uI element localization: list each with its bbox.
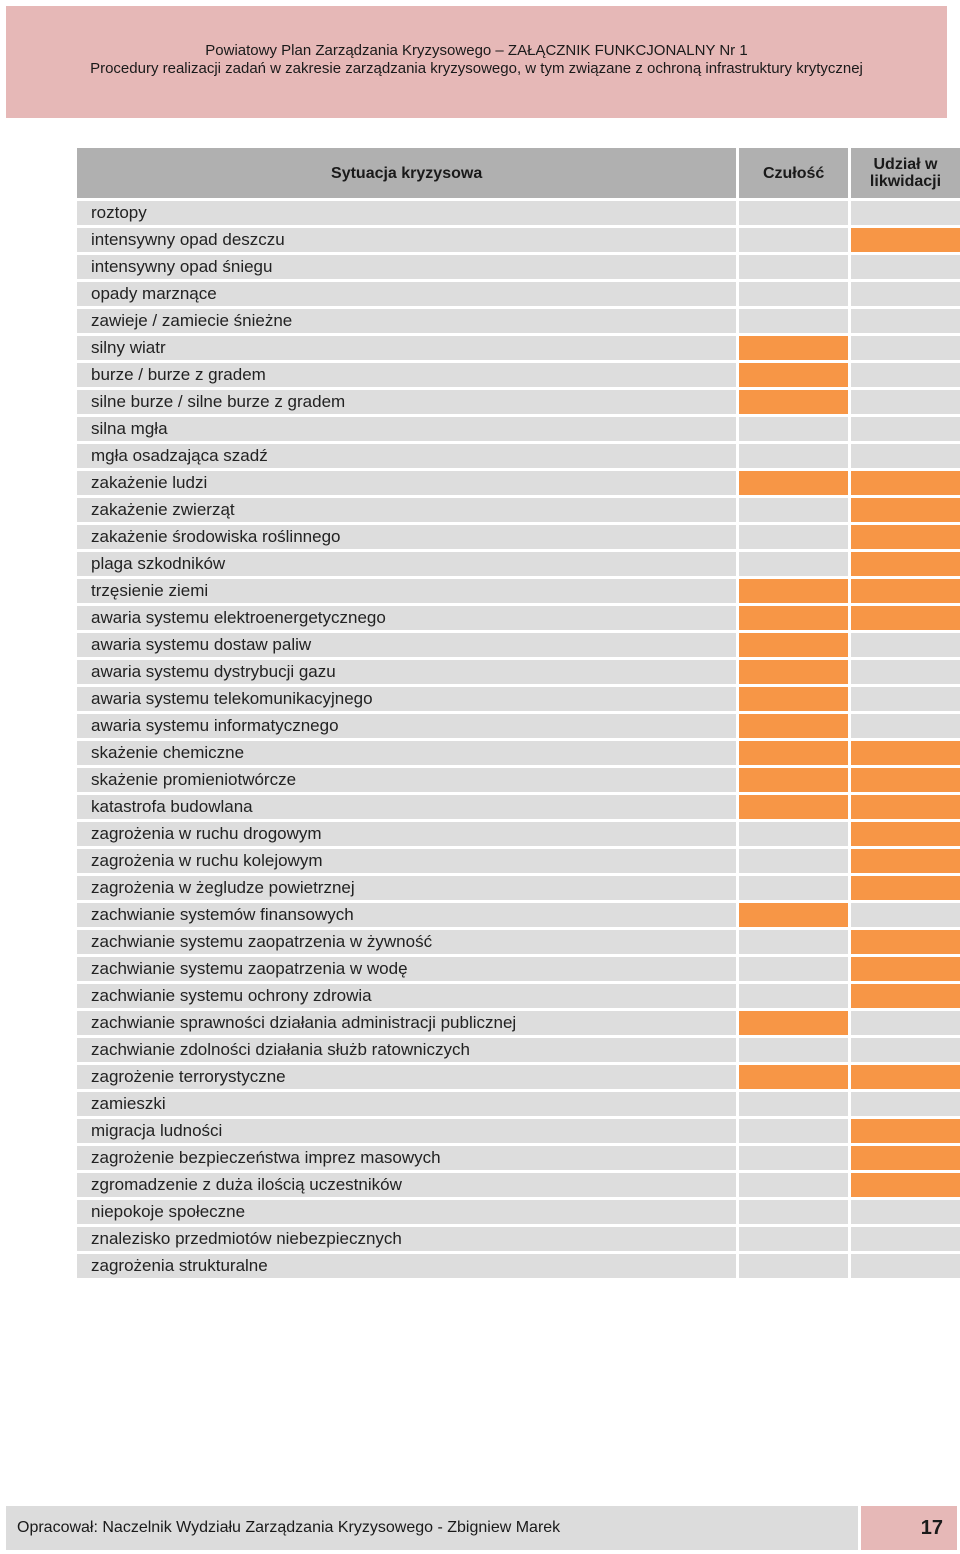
- sensitivity-cell: [739, 525, 848, 549]
- sensitivity-cell: [739, 201, 848, 225]
- table-row: [77, 741, 960, 765]
- table-row: [77, 876, 960, 900]
- sensitivity-cell: [739, 1254, 848, 1278]
- situation-name: silne burze / silne burze z gradem: [77, 390, 736, 414]
- participation-cell: [851, 795, 960, 819]
- situation-name: trzęsienie ziemi: [77, 579, 736, 603]
- situation-name: awaria systemu elektroenergetycznego: [77, 606, 736, 630]
- participation-cell: [851, 660, 960, 684]
- situation-name: zamieszki: [77, 1092, 736, 1116]
- sensitivity-cell: [739, 1065, 848, 1089]
- participation-cell: [851, 687, 960, 711]
- participation-cell: [851, 579, 960, 603]
- situation-name: zakażenie ludzi: [77, 471, 736, 495]
- participation-cell: [851, 633, 960, 657]
- table-row: [77, 606, 960, 630]
- table-row: [77, 822, 960, 846]
- sensitivity-cell: [739, 660, 848, 684]
- situation-name: awaria systemu informatycznego: [77, 714, 736, 738]
- col-header-sensitivity: Czułość: [739, 148, 848, 198]
- table-header-row: [77, 148, 960, 198]
- footer-author: Opracował: Naczelnik Wydziału Zarządzania Kryzysowego - Zbigniew Marek: [6, 1506, 858, 1550]
- table-row: [77, 795, 960, 819]
- table-row: [77, 282, 960, 306]
- sensitivity-cell: [739, 822, 848, 846]
- table-row: [77, 1146, 960, 1170]
- participation-cell: [851, 903, 960, 927]
- situation-name: zachwianie zdolności działania służb ratowniczych: [77, 1038, 736, 1062]
- participation-cell: [851, 309, 960, 333]
- sensitivity-cell: [739, 579, 848, 603]
- sensitivity-cell: [739, 228, 848, 252]
- table-row: [77, 903, 960, 927]
- sensitivity-cell: [739, 606, 848, 630]
- sensitivity-cell: [739, 741, 848, 765]
- participation-cell: [851, 1146, 960, 1170]
- table-row: [77, 417, 960, 441]
- table-row: [77, 1065, 960, 1089]
- participation-cell: [851, 1173, 960, 1197]
- table-row: [77, 255, 960, 279]
- situation-name: intensywny opad deszczu: [77, 228, 736, 252]
- participation-cell: [851, 1200, 960, 1224]
- participation-cell: [851, 201, 960, 225]
- participation-cell: [851, 984, 960, 1008]
- sensitivity-cell: [739, 795, 848, 819]
- table-row: [77, 363, 960, 387]
- participation-cell: [851, 1065, 960, 1089]
- sensitivity-cell: [739, 849, 848, 873]
- participation-cell: [851, 228, 960, 252]
- situation-name: silny wiatr: [77, 336, 736, 360]
- table-row: [77, 552, 960, 576]
- sensitivity-cell: [739, 876, 848, 900]
- participation-cell: [851, 444, 960, 468]
- situation-name: zgromadzenie z duża ilością uczestników: [77, 1173, 736, 1197]
- participation-cell: [851, 417, 960, 441]
- participation-cell: [851, 768, 960, 792]
- table-row: [77, 309, 960, 333]
- sensitivity-cell: [739, 471, 848, 495]
- situation-name: awaria systemu dystrybucji gazu: [77, 660, 736, 684]
- table-row: [77, 1092, 960, 1116]
- situation-name: zachwianie sprawności działania administracji publicznej: [77, 1011, 736, 1035]
- participation-cell: [851, 552, 960, 576]
- table-row: [77, 768, 960, 792]
- situation-name: zagrożenie terrorystyczne: [77, 1065, 736, 1089]
- sensitivity-cell: [739, 336, 848, 360]
- table-row: [77, 930, 960, 954]
- situation-name: zagrożenia w ruchu kolejowym: [77, 849, 736, 873]
- situation-name: mgła osadzająca szadź: [77, 444, 736, 468]
- participation-cell: [851, 930, 960, 954]
- situation-name: zachwianie systemu zaopatrzenia w wodę: [77, 957, 736, 981]
- situation-name: migracja ludności: [77, 1119, 736, 1143]
- table-row: [77, 336, 960, 360]
- participation-cell: [851, 1092, 960, 1116]
- table-row: [77, 444, 960, 468]
- col-header-participation: [851, 148, 960, 198]
- participation-cell: [851, 363, 960, 387]
- situation-name: awaria systemu dostaw paliw: [77, 633, 736, 657]
- participation-cell: [851, 336, 960, 360]
- table-row: [77, 957, 960, 981]
- sensitivity-cell: [739, 1011, 848, 1035]
- col-header-participation-line2: likwidacji: [869, 173, 942, 190]
- situation-name: awaria systemu telekomunikacyjnego: [77, 687, 736, 711]
- table-row: [77, 579, 960, 603]
- sensitivity-cell: [739, 768, 848, 792]
- header-line-2: Procedury realizacji zadań w zakresie zarządzania kryzysowego, w tym związane z ochroną infrastruktury krytycznej: [90, 60, 863, 77]
- participation-cell: [851, 741, 960, 765]
- situation-name: zakażenie środowiska roślinnego: [77, 525, 736, 549]
- header-line-1: Powiatowy Plan Zarządzania Kryzysowego – ZAŁĄCZNIK FUNKCJONALNY Nr 1: [205, 42, 748, 59]
- sensitivity-cell: [739, 1200, 848, 1224]
- table-row: [77, 660, 960, 684]
- table-body: [77, 201, 960, 1278]
- table-row: [77, 849, 960, 873]
- sensitivity-cell: [739, 1173, 848, 1197]
- table-row: [77, 228, 960, 252]
- sensitivity-cell: [739, 957, 848, 981]
- sensitivity-cell: [739, 687, 848, 711]
- sensitivity-cell: [739, 417, 848, 441]
- situation-name: niepokoje społeczne: [77, 1200, 736, 1224]
- situation-name: zawieje / zamiecie śnieżne: [77, 309, 736, 333]
- situation-name: intensywny opad śniegu: [77, 255, 736, 279]
- sensitivity-cell: [739, 1119, 848, 1143]
- situation-name: zachwianie systemu zaopatrzenia w żywność: [77, 930, 736, 954]
- sensitivity-cell: [739, 552, 848, 576]
- col-header-situation: Sytuacja kryzysowa: [77, 148, 736, 198]
- table-row: [77, 1038, 960, 1062]
- table-row: [77, 1173, 960, 1197]
- sensitivity-cell: [739, 714, 848, 738]
- situation-name: zachwianie systemu ochrony zdrowia: [77, 984, 736, 1008]
- situation-name: zagrożenia w żegludze powietrznej: [77, 876, 736, 900]
- sensitivity-cell: [739, 282, 848, 306]
- table-row: [77, 1011, 960, 1035]
- sensitivity-cell: [739, 444, 848, 468]
- situation-name: zachwianie systemów finansowych: [77, 903, 736, 927]
- sensitivity-cell: [739, 903, 848, 927]
- situation-name: skażenie promieniotwórcze: [77, 768, 736, 792]
- table-row: [77, 471, 960, 495]
- participation-cell: [851, 1119, 960, 1143]
- sensitivity-cell: [739, 633, 848, 657]
- page-number: 17: [861, 1506, 957, 1550]
- participation-cell: [851, 255, 960, 279]
- participation-cell: [851, 471, 960, 495]
- sensitivity-cell: [739, 363, 848, 387]
- situation-name: opady marznące: [77, 282, 736, 306]
- situation-name: zagrożenia w ruchu drogowym: [77, 822, 736, 846]
- participation-cell: [851, 849, 960, 873]
- col-header-participation-line1: Udział w: [873, 156, 938, 173]
- situation-name: silna mgła: [77, 417, 736, 441]
- table-row: [77, 1119, 960, 1143]
- table-row: [77, 687, 960, 711]
- participation-cell: [851, 957, 960, 981]
- sensitivity-cell: [739, 390, 848, 414]
- table-row: [77, 498, 960, 522]
- sensitivity-cell: [739, 930, 848, 954]
- participation-cell: [851, 525, 960, 549]
- situation-name: burze / burze z gradem: [77, 363, 736, 387]
- situation-name: zagrożenia strukturalne: [77, 1254, 736, 1278]
- participation-cell: [851, 714, 960, 738]
- crisis-table: [74, 145, 960, 1281]
- situation-name: katastrofa budowlana: [77, 795, 736, 819]
- sensitivity-cell: [739, 984, 848, 1008]
- table-row: [77, 1227, 960, 1251]
- situation-name: roztopy: [77, 201, 736, 225]
- table-row: [77, 525, 960, 549]
- sensitivity-cell: [739, 498, 848, 522]
- table-row: [77, 633, 960, 657]
- participation-cell: [851, 822, 960, 846]
- situation-name: zagrożenie bezpieczeństwa imprez masowych: [77, 1146, 736, 1170]
- sensitivity-cell: [739, 1227, 848, 1251]
- sensitivity-cell: [739, 1146, 848, 1170]
- sensitivity-cell: [739, 255, 848, 279]
- participation-cell: [851, 606, 960, 630]
- document-header: [6, 6, 947, 118]
- participation-cell: [851, 1227, 960, 1251]
- participation-cell: [851, 282, 960, 306]
- participation-cell: [851, 876, 960, 900]
- participation-cell: [851, 498, 960, 522]
- sensitivity-cell: [739, 1038, 848, 1062]
- table-row: [77, 1254, 960, 1278]
- table-row: [77, 201, 960, 225]
- participation-cell: [851, 1011, 960, 1035]
- participation-cell: [851, 1254, 960, 1278]
- participation-cell: [851, 1038, 960, 1062]
- situation-name: znalezisko przedmiotów niebezpiecznych: [77, 1227, 736, 1251]
- participation-cell: [851, 390, 960, 414]
- sensitivity-cell: [739, 1092, 848, 1116]
- sensitivity-cell: [739, 309, 848, 333]
- table-row: [77, 714, 960, 738]
- situation-name: zakażenie zwierząt: [77, 498, 736, 522]
- situation-name: skażenie chemiczne: [77, 741, 736, 765]
- table-row: [77, 1200, 960, 1224]
- table-row: [77, 390, 960, 414]
- table-row: [77, 984, 960, 1008]
- situation-name: plaga szkodników: [77, 552, 736, 576]
